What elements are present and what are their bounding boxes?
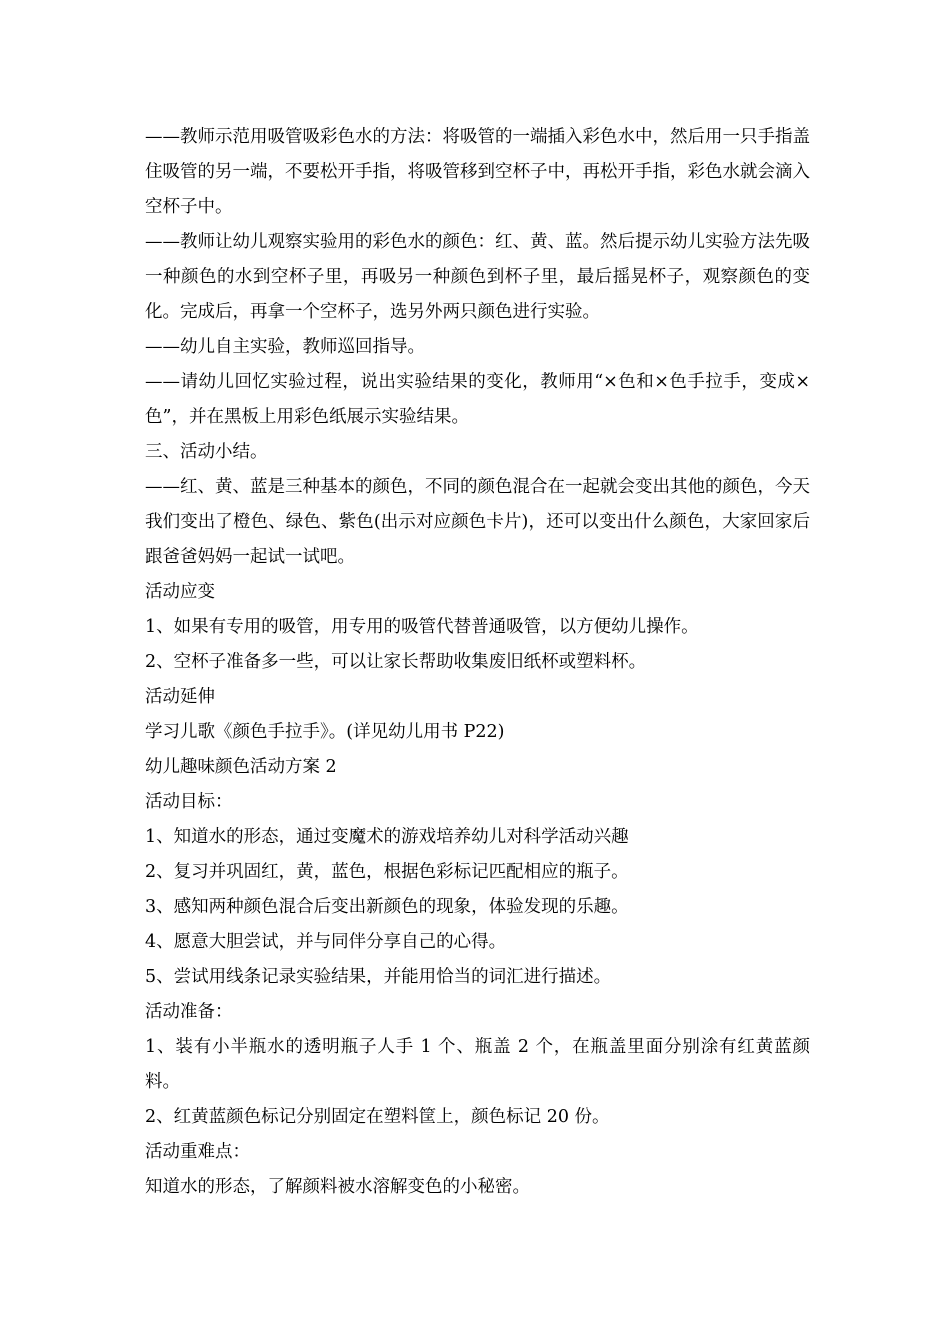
list-item-goal-1: 1、知道水的形态，通过变魔术的游戏培养幼儿对科学活动兴趣 (145, 827, 629, 847)
document-page (145, 120, 810, 1205)
plan-title-2: 幼儿趣味颜色活动方案 2 (145, 757, 337, 777)
list-item-goal-2: 2、复习并巩固红，黄，蓝色，根据色彩标记匹配相应的瓶子。 (145, 862, 629, 882)
list-item-preparation-1: 1、装有小半瓶水的透明瓶子人手 1 个、瓶盖 2 个，在瓶盖里面分别涂有红黄蓝颜料。 (145, 1037, 810, 1092)
heading-goals: 活动目标： (145, 792, 233, 812)
list-item-contingency-1: 1、如果有专用的吸管，用专用的吸管代替普通吸管，以方便幼儿操作。 (145, 617, 699, 637)
heading-key-points: 活动重难点： (145, 1142, 250, 1162)
list-item-goal-3: 3、感知两种颜色混合后变出新颜色的现象，体验发现的乐趣。 (145, 897, 629, 917)
paragraph-teacher-demo: ——教师示范用吸管吸彩色水的方法：将吸管的一端插入彩色水中，然后用一只手指盖住吸管的另一端，不要松开手指，将吸管移到空杯子中，再松开手指，彩色水就会滴入空杯子中。 (145, 127, 810, 217)
paragraph-self-experiment: ——幼儿自主实验，教师巡回指导。 (145, 337, 425, 357)
heading-contingency: 活动应变 (145, 582, 215, 602)
list-item-goal-5: 5、尝试用线条记录实验结果，并能用恰当的词汇进行描述。 (145, 967, 612, 987)
paragraph-summary: ——红、黄、蓝是三种基本的颜色，不同的颜色混合在一起就会变出其他的颜色，今天我们变出了橙色、绿色、紫色(出示对应颜色卡片)，还可以变出什么颜色，大家回家后跟爸爸妈妈一起试一试吧。 (145, 477, 810, 567)
paragraph-recall: ——请幼儿回忆实验过程，说出实验结果的变化，教师用“×色和×色手拉手，变成×色”，并在黑板上用彩色纸展示实验结果。 (145, 372, 810, 427)
heading-extension: 活动延伸 (145, 687, 215, 707)
paragraph-extension: 学习儿歌《颜色手拉手》。(详见幼儿用书 P22) (145, 722, 505, 742)
list-item-contingency-2: 2、空杯子准备多一些，可以让家长帮助收集废旧纸杯或塑料杯。 (145, 652, 647, 672)
paragraph-key-points: 知道水的形态，了解颜料被水溶解变色的小秘密。 (145, 1177, 530, 1197)
heading-preparation: 活动准备： (145, 1002, 233, 1022)
heading-summary: 三、活动小结。 (145, 442, 268, 462)
list-item-preparation-2: 2、红黄蓝颜色标记分别固定在塑料筐上，颜色标记 20 份。 (145, 1107, 610, 1127)
list-item-goal-4: 4、愿意大胆尝试，并与同伴分享自己的心得。 (145, 932, 507, 952)
paragraph-observe-colors: ——教师让幼儿观察实验用的彩色水的颜色：红、黄、蓝。然后提示幼儿实验方法先吸一种颜色的水到空杯子里，再吸另一种颜色到杯子里，最后摇晃杯子，观察颜色的变化。完成后，再拿一个空杯子，选另外两只颜色进行实验。 (145, 232, 810, 322)
